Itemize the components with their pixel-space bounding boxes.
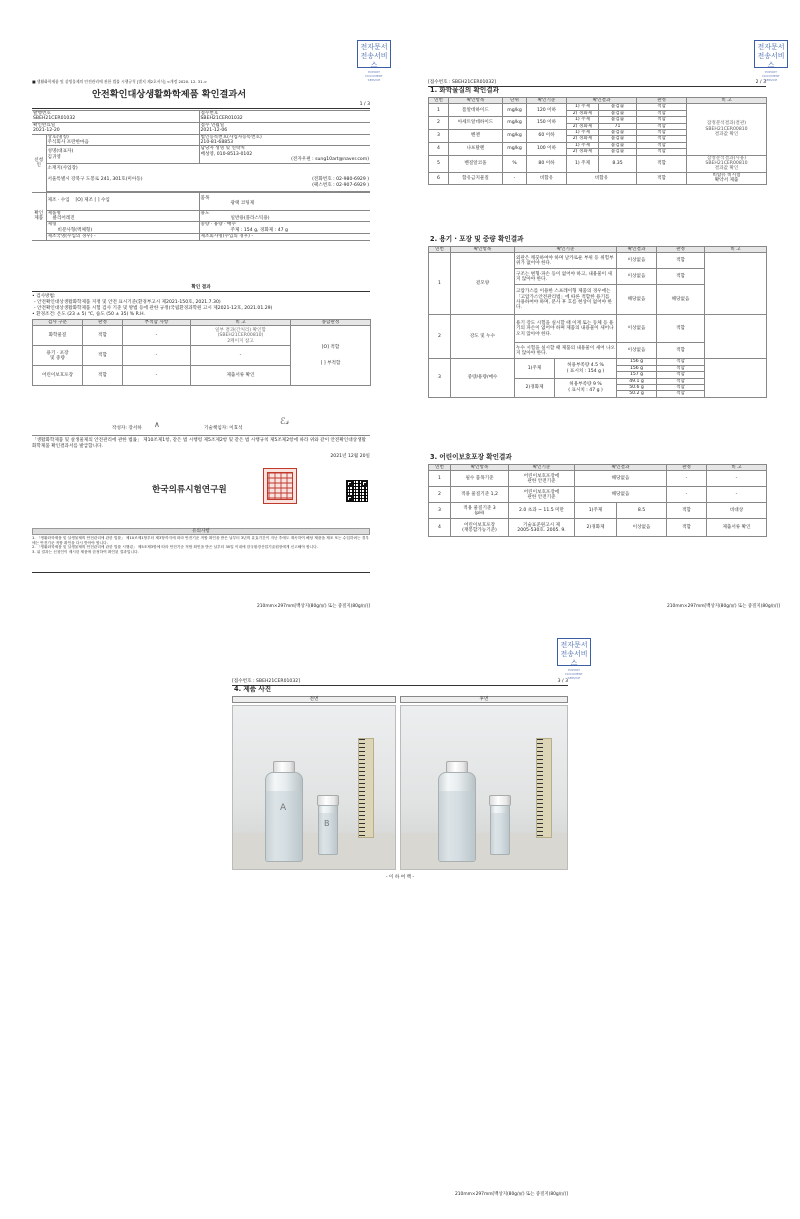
chem-sub: 1) 주제 [567,155,599,172]
type-value: [O] 제조 [ ] 수입 [75,198,110,204]
chem-note: 잠정분석결과(사용) SBEH21CER00810 결과값 확인 [687,155,767,172]
note-3: 3. 위 결과는 신청인이 제시한 제품에 한정하여 확인된 결과입니다. [32,549,139,554]
cont-main-std: 허용부족량 4.5 % ( 표시치 : 154 g ) [555,359,617,378]
chem-res: 불검출 [599,149,637,155]
applicant-label: 신청인 [32,134,46,192]
chem-unit: mg/kg [503,142,527,155]
cont-weight: 50.6 g [617,385,657,391]
use-label: 용도 [200,210,210,216]
cont-verdict: 적합 [657,343,705,359]
cp-item: 필수 품목기준 [451,471,509,487]
cp-no: 4 [429,519,451,537]
res-head-3: 비 고 [191,320,291,326]
chem-sub: 1) 주제 [567,130,599,136]
chem-verdict: 적합 [637,172,687,184]
cp-head: 연번 [429,465,451,471]
cont-head: 확인항목 [451,247,515,253]
cont-head: 연번 [429,247,451,253]
chem-head: 판정 [637,98,687,104]
page-1 [32,79,370,609]
method-2: - 안전확인대상생활화학제품 시험 검사 기준 및 방법 등에 관한 규정(국립환경과학원 고시 제2021-12호, 2021.01.29) [34,306,273,311]
stamp-line2: 전송서비스 [360,52,388,69]
notes-title: 유의사항 [32,528,370,535]
res-kind: 용기 · 포장 및 중량 [33,346,83,366]
trade-name: 주식회사 포란한마음 [47,140,89,146]
chem-unit: % [503,155,527,172]
chem-table [428,97,766,185]
page-3 [232,679,568,1204]
cp-std: 2.0 초과 ~ 11.5 미만 [509,503,575,519]
receipt-label: [접수번호 : SBEH21CER01032] [428,80,496,85]
res-fail: - [123,346,191,366]
chem-res: 비함유 [567,172,637,184]
chem-unit: - [503,172,527,184]
org-name: 한국의류시험연구원 [152,485,227,495]
cont-std: 구조는 변형·파손 등이 없어야 하고, 내용물이 새지 않아야 한다. [515,269,617,285]
section-3-title: 3. 어린이보호포장 확인결과 [430,453,512,461]
stamp-sub: EXPORT DOCUMENT SERVICE [565,668,583,680]
chem-sub: 2) 경화제 [567,123,599,129]
page-number: 1 / 3 [359,102,370,107]
cp-res: 해당없음 [575,487,667,503]
cont-std: 외관은 깨끗하여야 하며 날카로운 부위 등 위험부위가 없어야 한다. [515,253,617,269]
chem-res: 불검출 [599,104,637,110]
cont-verdict: 적합 [657,269,705,285]
cont-main-label: 1)주제 [515,359,555,378]
ruler [358,738,374,838]
section-1-title: 1. 화학물질의 확인결과 [430,86,500,94]
photo-back-label: 후면 [400,696,568,703]
cont-verdict: 적합 [657,385,705,391]
stamp-line2: 전송서비스 [757,52,785,69]
issue-date: 2021년 12월 20일 [330,454,370,459]
chem-res: 8.35 [599,155,637,172]
cp-std: 기술표준원고시 제 2005-530호. 2005. 9. [509,519,575,537]
chem-item: 폼알데하이드 [449,104,503,117]
confirm-date-label: 확인완료일 [33,122,56,128]
chem-note: 잠정분석결과(결관) SBEH21CER00810 결과값 확인 [687,104,767,155]
chem-verdict: 적합 [637,142,687,148]
note-1: 1. 「생활화학제품 및 살생물제의 안전관리에 관한 법률」 제10조제1항부터 제3항까지에 따라 안전기준 적합 확인을 받은 날부터 3년의 유효기간이 지난 후에도 계속하여 해당 제품을 제조 또는 수입하려는 경우에는 안전기준 적합 확인을 다시 받아야 합니다. [32,536,369,545]
cont-std: 용기 강도 시험을 실시할 때 이재 또는 동체 등 용기의 파손이 없어야 하며 제품의 내용물이 새어나오지 않아야 한다. [515,315,617,343]
cp-item: 적용 물질기준 3 (pH) [451,503,509,519]
chem-no: 4 [429,142,449,155]
cont-head: 확인결과 [617,247,657,253]
chem-item: 벤질알코올 [449,155,503,172]
cont-res: 해당없음 [617,285,657,315]
cp-no: 1 [429,471,451,487]
method-1: - 안전확인대상생활화학제품 지정 및 안전 표시기준(환경부고시 제2021-150호, 2021.7.30) [34,300,221,305]
chem-res: 불검출 [599,142,637,148]
mfr-country-label: 제조국명(수입의 경우) [47,234,93,240]
res-head-4: 종합판정 [291,320,371,326]
chem-res: 불검출 [599,130,637,136]
chem-unit: mg/kg [503,104,527,117]
cont-weight: 156 g [617,365,657,371]
chem-std: 100 이하 [527,142,567,155]
chem-std: 120 이하 [527,104,567,117]
photo-back [400,705,568,870]
cont-weight: 156 g [617,359,657,365]
cont-std: 누수 시험을 실시할 때 제품의 내용물이 새어 나오지 않아야 한다. [515,343,617,359]
cp-head: 확인결과 [575,465,667,471]
cont-item: 강도 및 누수 [451,315,515,359]
mfr-value: - [251,234,254,240]
chem-note: 비함유 비시험 확약서 제출 [687,172,767,184]
chem-head: 연번 [429,98,449,104]
page-footer: 210mm×297mm[백상지(80g/㎡) 또는 중질지(80g/㎡)] [256,604,370,609]
env-conditions: • 환경조건: 온도 (23 ± 5) ℃, 습도 (50 ± 35) % R.H. [32,312,145,317]
bizno: 210-81-68853 [200,140,234,146]
product-label: 확인 제품 [32,192,46,240]
container-table [428,246,766,398]
e-doc-stamp [557,638,591,680]
child-pack-table [428,464,766,537]
res-head-2: 부적합 사항 [123,320,191,326]
res-kind: 어린이보호포장 [33,366,83,386]
ruler [536,738,552,838]
chem-verdict: 적합 [637,104,687,110]
res-remark: 일부 결과(간처리) 확인함 (SBEH21CER00810) 2페이지 참고 [191,326,291,346]
header-note: ■ 생활화학제품 및 살생물제의 안전관리에 관한 법률 시행규칙 [별지 제2호서식] <개정 2020. 12. 31.> [32,79,207,84]
contact-label: 담당자 성명 및 연락처 [200,146,245,152]
cont-no: 3 [429,359,451,397]
cp-head: 확인기준 [509,465,575,471]
chem-no: 1 [429,104,449,117]
cont-no: 2 [429,315,451,359]
overall-pass: [O] 적합 [321,345,340,351]
weight-value: 주제 : 154 g, 경화제 : 47 g [230,227,288,233]
chem-item: 아세트알데하이드 [449,117,503,130]
chem-item: 나프탈렌 [449,142,503,155]
product-name: 클리어레진 [52,216,75,222]
tel: (전화번호 : 02-980-6929 ) [312,177,369,183]
approver: 기술책임자: 이효석 [204,426,243,431]
item-label: 품목 [200,195,210,201]
cp-remark: - [707,471,767,487]
cont-weight: 49.1 g [617,378,657,384]
section-2-title: 2. 용기 · 포장 및 중량 확인결과 [430,235,524,243]
res-verdict: 적합 [83,366,123,386]
cont-verdict: 적합 [657,378,705,384]
cont-hard-label: 2)경화제 [515,378,555,397]
cont-verdict: 적합 [657,372,705,378]
cp-remark: 제출서류 확인 [707,519,767,537]
cp-item: 적용 물질기준 1,2 [451,487,509,503]
approver-signature: ℰ𝓈 [280,417,289,427]
stamp-sub: EXPORT DOCUMENT SERVICE [365,70,383,82]
receipt-date: 2021-12-06 [200,128,228,134]
page-footer: 210mm×297mm[백상지(80g/㎡) 또는 중질지(80g/㎡)] [454,1192,568,1197]
chem-no: 5 [429,155,449,172]
cp-no: 2 [429,487,451,503]
note-2: 2. 「생활화학제품 및 살생물제의 안전관리에 관한 법률 시행령」 제5조제3항에 따라 안전기준 적합 확인을 받은 날부터 30일 이내에 한국환경산업기술원장에게 신고해야 합니다. [32,545,318,550]
cont-std: 고압가스를 이용한 스프레이형 제품의 경우에는 「고압가스안전관리법」에 따른 적합한 용기를 사용하여야 하며, 분사 후 흐름 현상이 없어야 한다. [515,285,617,315]
cp-no: 3 [429,503,451,519]
chem-verdict: 적합 [637,110,687,116]
cp-res2: 이상없음 [617,519,667,537]
cont-head: 비 고 [705,247,767,253]
res-remark: 제출서류 확인 [191,366,291,386]
stamp-line1: 전자문서 [360,43,388,51]
photo-front [232,705,396,870]
cont-verdict: 적합 [657,315,705,343]
bottle-main [438,772,476,862]
cp-verdict: - [667,471,707,487]
cp-head: 비 고 [707,465,767,471]
chem-verdict: 적합 [637,155,687,172]
cp-verdict: - [667,487,707,503]
cp-remark: 비대상 [707,503,767,519]
cont-weight: 157 g [617,372,657,378]
res-head-0: 검사 구분 [33,320,83,326]
cont-res: 이상없음 [617,253,657,269]
chem-head: 확인결과 [567,98,637,104]
cp-res2: 8.5 [617,503,667,519]
chem-head: 확인항목 [449,98,503,104]
doc-title: 안전확인대상생활화학제품 확인결과서 [92,89,247,100]
writer: 작성자: 장서하 [112,426,142,431]
address: 서울특별시 강북구 도봉로 241, 301호(미아동) [47,177,143,183]
method-label: • 검사방법: [32,294,56,299]
cont-res: 이상없음 [617,269,657,285]
cp-res: 2)경화제 [575,519,617,537]
name-label: 제품명 [47,210,61,216]
stamp-line1: 전자문서 [560,641,588,649]
cont-head: 확인기준 [515,247,617,253]
chem-sub: 2) 경화제 [567,136,599,142]
receipt-no: SBEH21CER01032 [200,116,243,122]
receipt-no-label: 접수번호 [200,111,219,116]
trade-label: 상호(명칭) [47,134,69,140]
writer-signature: ∧ [154,420,160,429]
cont-item: 중량/용량/매수 [451,359,515,397]
chem-unit: mg/kg [503,130,527,143]
rep-label: 성명(대표자) [47,149,74,155]
mfr-label: 제조회사명(수입의 경우) [200,234,250,240]
cont-hard-std: 허용부족량 9 % ( 표시치 : 47 g ) [555,378,617,397]
e-doc-stamp [754,40,788,82]
res-fail: - [123,326,191,346]
res-kind: 화학물질 [33,326,83,346]
chem-head: 비 고 [687,98,767,104]
res-verdict: 적합 [83,326,123,346]
jar-mark-b: B [324,819,330,828]
cp-std: 어린이보호포장에 관한 안전기준 [509,487,575,503]
statement: 「생활화학제품 및 살생물제의 안전관리에 관한 법률」 제10조제1항, 같은 법 시행령 제5조제2항 및 같은 법 시행규칙 제5조제2항에 따라 위와 같이 안전확인대상생활화학제품 확인결과서를 발급합니다. [32,438,366,449]
res-remark: - [191,346,291,366]
cp-item: 어린이보호포장 (재봉합가능기준) [451,519,509,537]
form-label: 제형 [47,222,57,228]
cont-verdict: 적합 [657,253,705,269]
chem-sub: 1) 주제 [567,142,599,148]
chem-no: 3 [429,130,449,143]
page-number: 3 / 3 [557,679,568,684]
chem-sub: 2) 경화제 [567,110,599,116]
chem-std: 80 이하 [527,155,567,172]
chem-std: 150 이하 [527,117,567,130]
receipt-date-label: 접수 연월일 [200,122,225,128]
item-value: 광택 코팅제 [230,201,255,207]
info-table [32,110,370,241]
issue-no-label: 발행번호 [33,111,51,116]
cp-head: 판정 [667,465,707,471]
official-seal [263,468,297,504]
cont-verdict: 해당없음 [657,285,705,315]
res-verdict: 적합 [83,346,123,366]
qr-code[interactable] [346,480,368,502]
page-footer: 210mm×297mm[백상지(80g/㎡) 또는 중질지(80g/㎡)] [666,604,780,609]
chem-res: 불검출 [599,117,637,123]
bizno-label: 법인등록번호(사업자등록번호) [200,134,262,140]
email: (전자우편 : sung10art@naver.com) [291,157,369,163]
result-title: 확인 결과 [191,285,211,290]
chem-res: 불검출 [599,110,637,116]
bottle-main [265,772,303,862]
cont-res: 이상없음 [617,343,657,359]
stamp-line1: 전자문서 [757,43,785,51]
rep-name: 김귀영 [47,154,61,160]
chem-item: 함유금지물질 [449,172,503,184]
cont-weight: 50.2 g [617,391,657,397]
issue-no: SBEH21CER01032 [33,116,76,122]
cp-head: 확인항목 [451,465,509,471]
cp-res: 1)주제 [575,503,617,519]
chem-verdict: 적합 [637,130,687,136]
addr-label: 소재지(사업장) [47,166,78,172]
cont-item: 겉모양 [451,253,515,315]
chem-no: 6 [429,172,449,184]
chem-sub: 1) 주제 [567,117,599,123]
stamp-sub: EXPORT DOCUMENT SERVICE [762,70,780,82]
chem-head: 단위 [503,98,527,104]
cp-remark: - [707,487,767,503]
use-value: 일반용(플라스틱용) [230,216,270,222]
form-value: 비분사형(액체형) [57,227,93,233]
chem-res: 71 [599,123,637,129]
chem-head: 확인기준 [527,98,567,104]
jar-small [318,805,338,855]
cp-verdict: 적합 [667,503,707,519]
cont-res: 이상없음 [617,315,657,343]
chem-unit: mg/kg [503,117,527,130]
stamp-line2: 전송서비스 [560,650,588,667]
chem-res: 불검출 [599,136,637,142]
cp-std: 어린이보호포장에 관한 안전기준 [509,471,575,487]
cont-verdict: 적합 [657,365,705,371]
fax: (팩스번호 : 02-907-6929 ) [312,182,369,188]
type-label: 제조 · 수입 [47,198,70,204]
photo-front-label: 전면 [232,696,396,703]
cont-verdict: 적합 [657,359,705,365]
jar-small [490,805,510,855]
mfr-country: - [93,234,96,240]
chem-verdict: 적합 [637,117,687,123]
confirm-date: 2021-12-20 [33,128,60,134]
cp-res: 해당없음 [575,471,667,487]
section-4-title: 4. 제품 사진 [234,685,272,693]
chem-sub: 2) 경화제 [567,149,599,155]
chem-std: 비함유 [527,172,567,184]
bottle-mark-a: A [280,803,287,813]
res-fail: - [123,366,191,386]
overall-fail: [ ] 부적합 [320,361,341,367]
weight-label: 중량 · 용량 · 매수 [200,222,236,228]
chem-verdict: 적합 [637,149,687,155]
result-table [32,319,370,386]
chem-item: 벤젠 [449,130,503,143]
cont-head: 판정 [657,247,705,253]
e-doc-stamp [357,40,391,82]
chem-sub: 1) 주제 [567,104,599,110]
receipt-label: [접수번호 : SBEH21CER01032] [232,679,300,684]
page-2 [428,80,780,610]
cont-verdict: 적합 [657,391,705,397]
page-number: 2 / 3 [755,80,766,85]
res-head-1: 판정 [83,320,123,326]
end-marker: - 이 하 여 백 - [385,875,415,880]
cp-verdict: 적합 [667,519,707,537]
chem-no: 2 [429,117,449,130]
contact: 배성영, 010-8513-0102 [200,151,253,157]
chem-std: 60 이하 [527,130,567,143]
chem-verdict: 적합 [637,136,687,142]
chem-verdict: 적합 [637,123,687,129]
cont-no: 1 [429,253,451,315]
notes [32,536,370,554]
